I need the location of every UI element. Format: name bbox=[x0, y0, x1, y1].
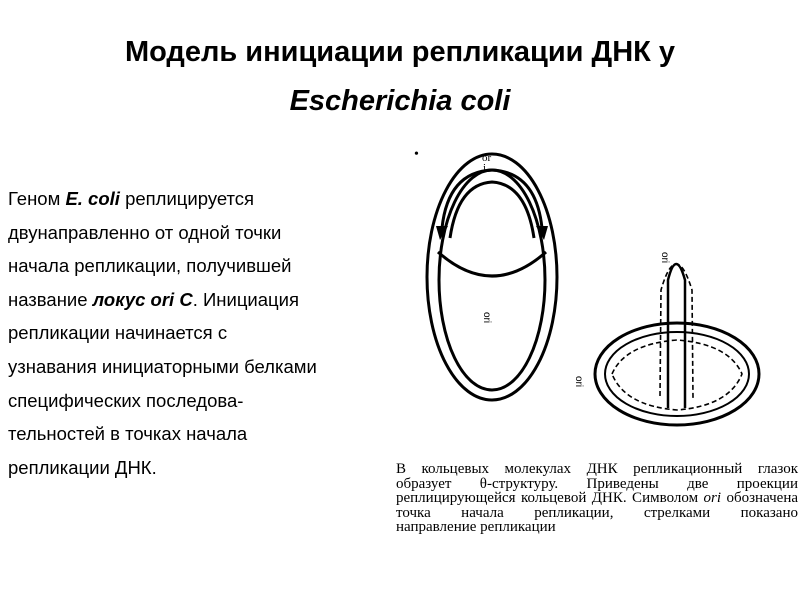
replication-diagram bbox=[380, 140, 800, 440]
body-part-3: . Инициация репликации начинается с узнавания инициаторными белками специфических последова-тельностей в точках начала репликации ДНК. bbox=[8, 288, 317, 478]
title-line-1: Модель инициации репликации ДНК у bbox=[124, 36, 676, 68]
title-line-2: Escherichia coli bbox=[289, 85, 511, 117]
ori-label-right-top: ori bbox=[659, 252, 670, 264]
ori-label-top-1: or bbox=[482, 152, 492, 164]
left-lower-arc bbox=[438, 252, 546, 276]
caption-text bbox=[396, 462, 798, 520]
figure-caption bbox=[396, 462, 798, 535]
right-inner-ring bbox=[605, 332, 749, 416]
ori-label-top-2: i bbox=[483, 162, 487, 174]
ori-label-right-side: ori bbox=[573, 376, 584, 388]
caption-part-2: обозначена точка начала репликации, стрелками показано bbox=[396, 490, 799, 521]
right-vertical-loop bbox=[668, 264, 685, 408]
theta-structure-left bbox=[427, 154, 557, 400]
theta-structure-right bbox=[595, 264, 759, 425]
ori-label-left: ori bbox=[481, 312, 492, 324]
page-title bbox=[0, 28, 800, 126]
bullet-mark: • bbox=[414, 147, 419, 162]
body-part-1: Геном bbox=[8, 188, 66, 209]
left-inner-ring bbox=[439, 170, 545, 390]
caption-last-line: направление репликации bbox=[396, 519, 556, 535]
description-text bbox=[8, 182, 320, 484]
body-organism: E. coli bbox=[65, 188, 120, 209]
body-locus: локус ori C bbox=[92, 288, 193, 310]
right-vertical-loop-dash bbox=[660, 264, 693, 398]
right-ring-dash bbox=[612, 340, 742, 410]
caption-ori: ori bbox=[703, 490, 722, 506]
body-part-2: реплицируется двунаправленно от одной точки начала репликации, получившей название bbox=[8, 188, 292, 310]
caption-part-1: В кольцевых молекулах ДНК репликационный глазок образует θ-структуру. Приведены две проекции реплицирующейся кольцевой ДНК. Символом bbox=[396, 461, 798, 506]
